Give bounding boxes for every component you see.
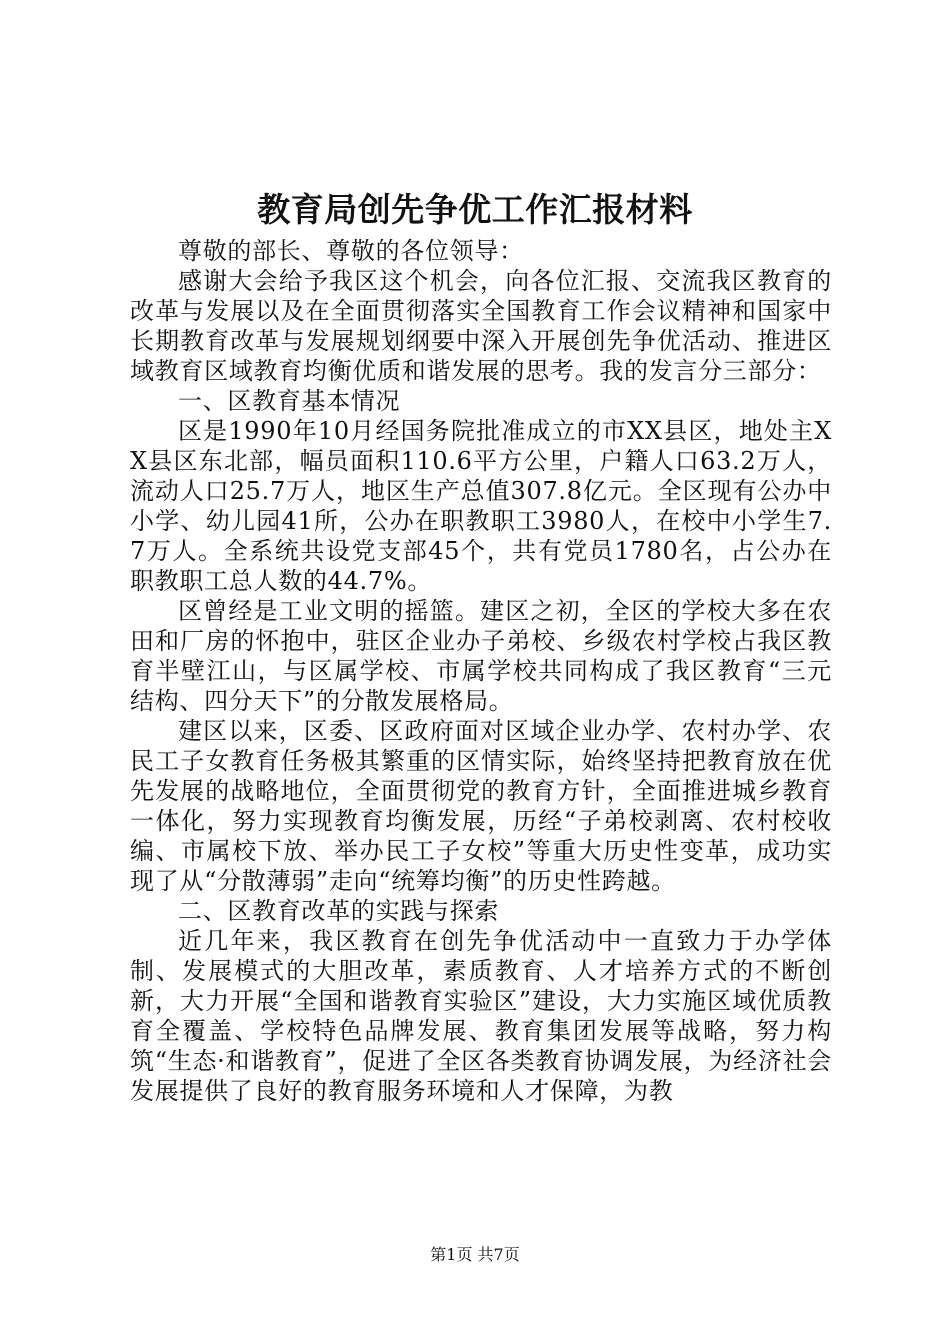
body-paragraph: 区是1990年10月经国务院批准成立的市XX县区，地处主XX县区东北部，幅员面积110.6平方公里，户籍人口63.2万人，流动人口25.7万人，地区生产总值307.8亿元。全区现有公办中小学、幼儿园41所，公办在职教职工3980人，在校中小学生7.7万人。全系统共设党支部45个，共有党员1780名，占公办在职教职工总人数的44.7%。 [130,417,832,595]
salutation-paragraph: 尊敬的部长、尊敬的各位领导： [178,237,524,265]
page-footer: 第1页 共7页 [430,1245,520,1264]
body-paragraph: 建区以来，区委、区政府面对区域企业办学、农村办学、农民工子女教育任务极其繁重的区情实际，始终坚持把教育放在优先发展的战略地位，全面贯彻党的教育方针，全面推进城乡教育一体化，努力实现教育均衡发展，历经“子弟校剥离、农村校收编、市属校下放、举办民工子女校”等重大历史性变革，成功实现了从“分散薄弱”走向“统筹均衡”的历史性跨越。 [130,717,832,895]
section-heading-1: 一、区教育基本情况 [178,387,401,415]
document-body [130,236,832,1106]
intro-paragraph: 感谢大会给予我区这个机会，向各位汇报、交流我区教育的改革与发展以及在全面贯彻落实全国教育工作会议精神和国家中长期教育改革与发展规划纲要中深入开展创先争优活动、推进区域教育区域教育均衡优质和谐发展的思考。我的发言分三部分： [130,267,832,385]
page-title: 教育局创先争优工作汇报材料 [257,190,693,229]
section-heading-2: 二、区教育改革的实践与探索 [178,897,500,925]
body-paragraph: 近几年来，我区教育在创先争优活动中一直致力于办学体制、发展模式的大胆改革，素质教育、人才培养方式的不断创新，大力开展“全国和谐教育实验区”建设，大力实施区域优质教育全覆盖、学校特色品牌发展、教育集团发展等战略，努力构筑“生态·和谐教育”，促进了全区各类教育协调发展，为经济社会发展提供了良好的教育服务环境和人才保障，为教 [130,927,832,1105]
body-paragraph: 区曾经是工业文明的摇篮。建区之初，全区的学校大多在农田和厂房的怀抱中，驻区企业办子弟校、乡级农村学校占我区教育半壁江山，与区属学校、市属学校共同构成了我区教育“三元结构、四分天下”的分散发展格局。 [130,597,832,715]
